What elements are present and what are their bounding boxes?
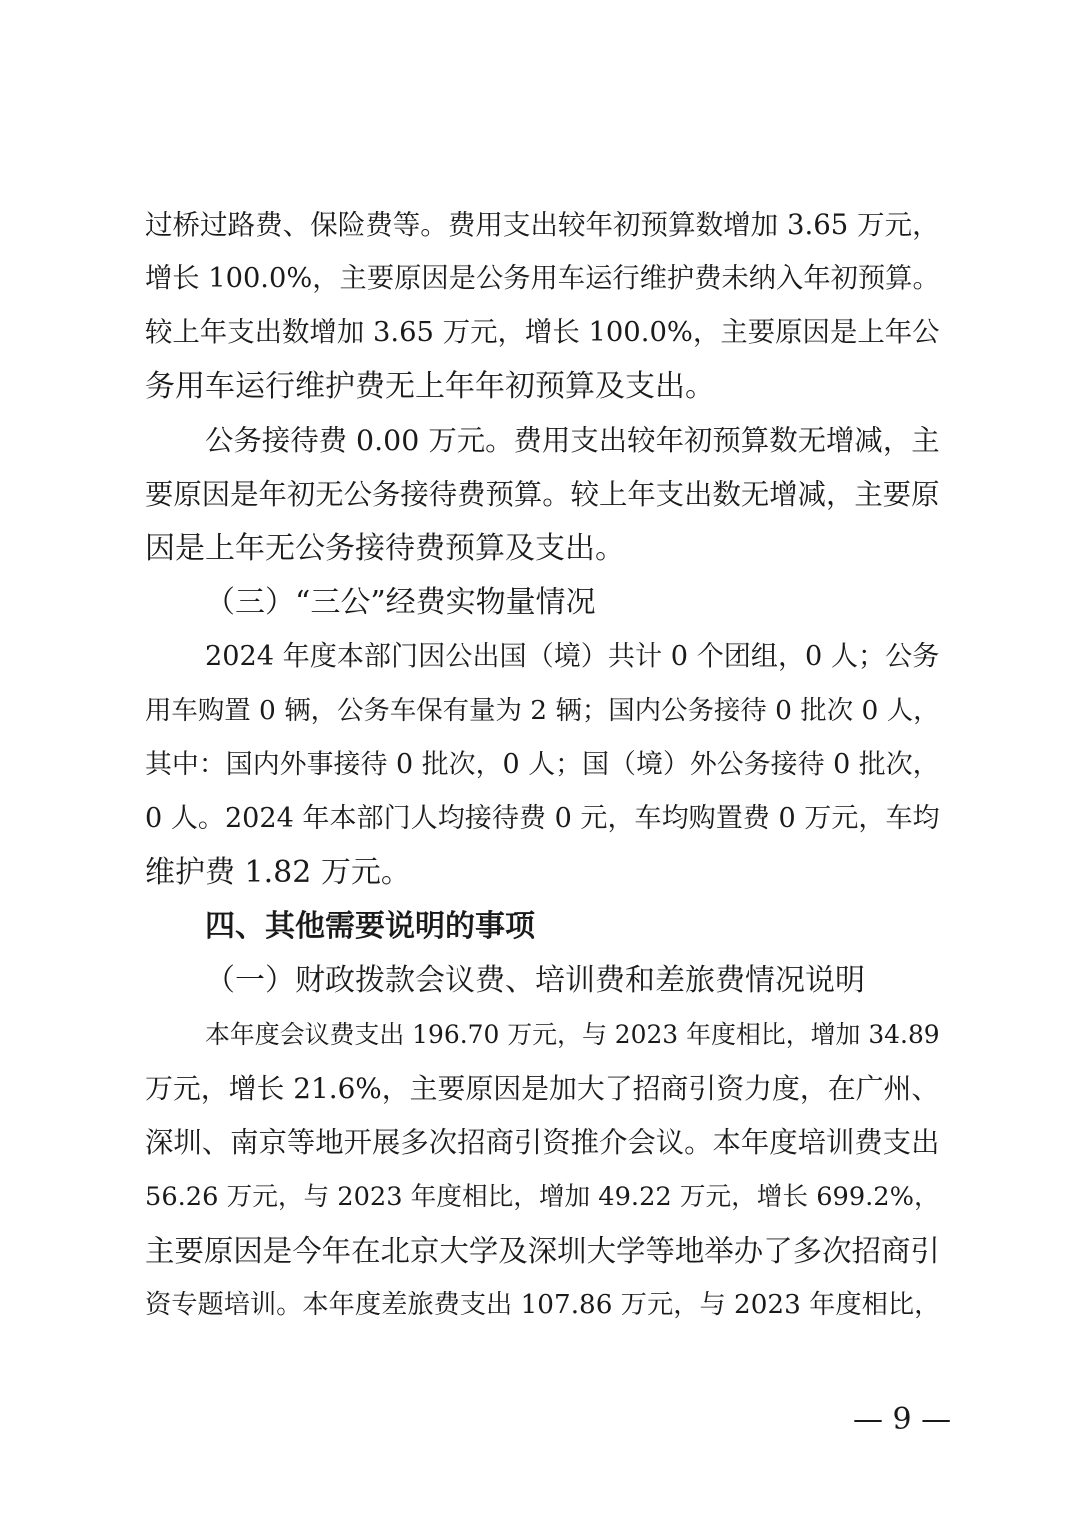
- section-heading-3: （三）“三公”经费实物量情况: [205, 585, 596, 620]
- text-line-17: 万元，增长 21.6%，主要原因是加大了招商引资力度，在广州、: [145, 1072, 940, 1105]
- text-line-13: 维护费 1.82 万元。: [145, 855, 411, 890]
- text-line-16: 本年度会议费支出 196.70 万元，与 2023 年度相比，增加 34.89: [205, 1020, 940, 1049]
- text-line-18: 深圳、南京等地开展多次招商引资推介会议。本年度培训费支出: [145, 1126, 940, 1159]
- chapter-heading-4: 四、其他需要说明的事项: [205, 909, 535, 944]
- text-line-10: 用车购置 0 辆，公务车保有量为 2 辆；国内公务接待 0 批次 0 人，: [145, 695, 940, 726]
- text-line-2: 增长 100.0%，主要原因是公务用车运行维护费未纳入年初预算。: [145, 263, 940, 294]
- text-line-21: 资专题培训。本年度差旅费支出 107.86 万元，与 2023 年度相比，: [145, 1290, 941, 1320]
- text-line-9: 2024 年度本部门因公出国（境）共计 0 个团组，0 人；公务: [205, 641, 940, 672]
- text-line-20: 主要原因是今年在北京大学及深圳大学等地举办了多次招商引: [145, 1234, 940, 1268]
- text-line-3: 较上年支出数增加 3.65 万元，增长 100.0%，主要原因是上年公: [145, 317, 940, 348]
- text-line-5: 公务接待费 0.00 万元。费用支出较年初预算数无增减，主: [205, 424, 940, 457]
- text-line-19: 56.26 万元，与 2023 年度相比，增加 49.22 万元，增长 699.2%，: [145, 1182, 940, 1212]
- page-number: — 9 —: [853, 1402, 952, 1437]
- subsection-heading-1: （一）财政拨款会议费、培训费和差旅费情况说明: [205, 963, 865, 998]
- text-line-12: 0 人。2024 年本部门人均接待费 0 元，车均购置费 0 万元，车均: [145, 803, 940, 834]
- text-line-1: 过桥过路费、保险费等。费用支出较年初预算数增加 3.65 万元，: [145, 209, 940, 241]
- text-line-4: 务用车运行维护费无上年年初预算及支出。: [145, 369, 715, 404]
- text-line-11: 其中：国内外事接待 0 批次，0 人；国（境）外公务接待 0 批次，: [145, 749, 940, 780]
- text-line-6: 要原因是年初无公务接待费预算。较上年支出数无增减，主要原: [145, 478, 940, 511]
- text-line-7: 因是上年无公务接待费预算及支出。: [145, 531, 625, 566]
